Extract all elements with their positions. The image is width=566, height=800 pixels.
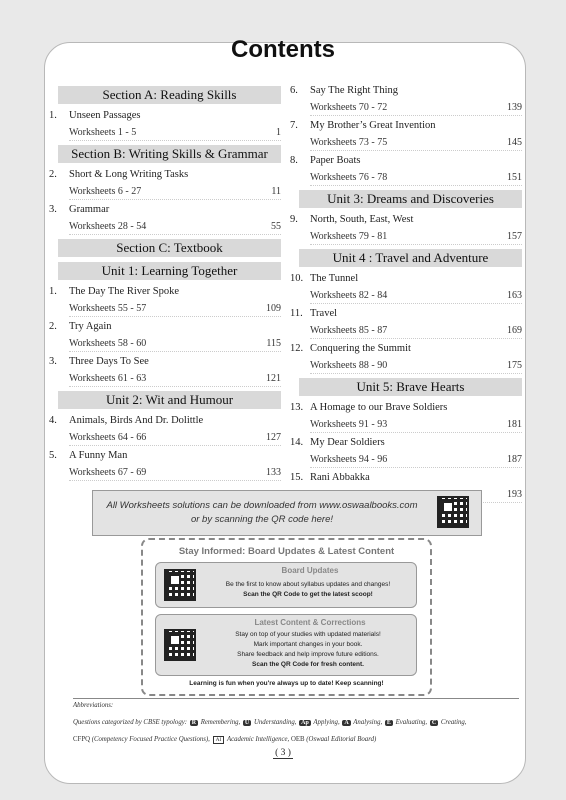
worksheet-range: Worksheets 85 - 87 xyxy=(310,325,388,336)
section-header: Unit 5: Brave Hearts xyxy=(299,378,522,396)
chapter-item[interactable] xyxy=(290,342,522,356)
worksheet-range: Worksheets 82 - 84 xyxy=(310,290,388,301)
chapter-number: 11. xyxy=(290,308,303,319)
typology-text: Understanding, xyxy=(253,719,297,726)
worksheet-range: Worksheets 61 - 63 xyxy=(69,373,147,384)
oeb-text: (Oswaal Editorial Board) xyxy=(306,736,377,743)
worksheet-range: Worksheets 91 - 93 xyxy=(310,419,388,430)
typology-text: Applying, xyxy=(313,719,340,726)
abbreviations-label: Abbreviations: xyxy=(73,702,114,709)
chapter-item[interactable] xyxy=(49,414,281,428)
ai-text: Academic Intelligence, xyxy=(226,736,290,743)
chapter-title: My Brother’s Great Invention xyxy=(310,120,436,131)
chapter-number: 2. xyxy=(49,169,57,180)
chapter-title: Try Again xyxy=(69,321,112,332)
worksheet-range: Worksheets 64 - 66 xyxy=(69,432,147,443)
worksheet-range: Worksheets 55 - 57 xyxy=(69,303,147,314)
typology-tag: R xyxy=(191,720,197,726)
worksheet-row[interactable] xyxy=(69,185,281,200)
typology-tag: U xyxy=(244,720,250,726)
worksheet-range: Worksheets 79 - 81 xyxy=(310,231,388,242)
chapter-item[interactable] xyxy=(49,168,281,182)
worksheet-page: 193 xyxy=(507,489,522,500)
worksheet-row[interactable] xyxy=(310,136,522,151)
worksheet-page: 11 xyxy=(271,186,281,197)
typology-label: Questions categorized by CBSE typology: xyxy=(73,719,188,726)
chapter-title: Short & Long Writing Tasks xyxy=(69,169,189,180)
worksheet-range: Worksheets 6 - 27 xyxy=(69,186,142,197)
abbreviations-divider xyxy=(73,698,519,699)
board-updates-box xyxy=(155,562,417,608)
worksheet-page: 145 xyxy=(507,137,522,148)
worksheet-page: 181 xyxy=(507,419,522,430)
typology-text: Remembering, xyxy=(200,719,241,726)
chapter-number: 6. xyxy=(290,85,298,96)
worksheet-row[interactable] xyxy=(310,289,522,304)
worksheet-page: 157 xyxy=(507,231,522,242)
chapter-number: 1. xyxy=(49,286,57,297)
section-header: Unit 2: Wit and Humour xyxy=(58,391,281,409)
typology-tag: C xyxy=(431,720,437,726)
worksheet-page: 55 xyxy=(271,221,281,232)
worksheet-row[interactable] xyxy=(310,324,522,339)
chapter-title: Paper Boats xyxy=(310,155,361,166)
worksheet-row[interactable] xyxy=(310,418,522,433)
chapter-item[interactable] xyxy=(290,84,522,98)
chapter-number: 1. xyxy=(49,110,57,121)
cfpq-abbr: CFPQ xyxy=(73,736,91,743)
latest-line-1: Stay on top of your studies with updated materials! xyxy=(235,631,381,638)
chapter-title: Animals, Birds And Dr. Dolittle xyxy=(69,415,204,426)
latest-content-box xyxy=(155,614,417,676)
board-updates-heading: Board Updates xyxy=(281,566,339,575)
chapter-number: 9. xyxy=(290,214,298,225)
worksheet-range: Worksheets 70 - 72 xyxy=(310,102,388,113)
chapter-item[interactable] xyxy=(290,401,522,415)
section-header: Section B: Writing Skills & Grammar xyxy=(58,145,281,163)
worksheet-page: 1 xyxy=(276,127,281,138)
chapter-title: My Dear Soldiers xyxy=(310,437,385,448)
chapter-item[interactable] xyxy=(290,471,522,485)
chapter-number: 5. xyxy=(49,450,57,461)
worksheet-page: 127 xyxy=(266,432,281,443)
worksheet-range: Worksheets 67 - 69 xyxy=(69,467,147,478)
chapter-number: 10. xyxy=(290,273,304,284)
latest-line-3: Share feedback and help improve future editions. xyxy=(237,651,379,658)
chapter-number: 8. xyxy=(290,155,298,166)
chapter-item[interactable] xyxy=(290,307,522,321)
worksheet-row[interactable] xyxy=(69,126,281,141)
worksheet-range: Worksheets 28 - 54 xyxy=(69,221,147,232)
chapter-number: 7. xyxy=(290,120,298,131)
chapter-item[interactable] xyxy=(290,436,522,450)
worksheet-row[interactable] xyxy=(310,359,522,374)
worksheet-range: Worksheets 73 - 75 xyxy=(310,137,388,148)
worksheet-range: Worksheets 76 - 78 xyxy=(310,172,388,183)
section-header: Section C: Textbook xyxy=(58,239,281,257)
typology-row xyxy=(73,719,519,726)
chapter-number: 15. xyxy=(290,472,304,483)
chapter-title: The Tunnel xyxy=(310,273,359,284)
section-header: Unit 3: Dreams and Discoveries xyxy=(299,190,522,208)
other-abbreviations-row xyxy=(73,736,519,744)
contents-right-column xyxy=(290,82,522,506)
board-updates-line-1: Be the first to know about syllabus updates and changes! xyxy=(225,581,391,588)
worksheet-range: Worksheets 1 - 5 xyxy=(69,127,137,138)
worksheet-page: 121 xyxy=(266,373,281,384)
worksheet-range: Worksheets 58 - 60 xyxy=(69,338,147,349)
oeb-abbr: OEB xyxy=(290,736,305,743)
worksheet-range: Worksheets 88 - 90 xyxy=(310,360,388,371)
worksheet-page: 187 xyxy=(507,454,522,465)
chapter-title: Unseen Passages xyxy=(69,110,141,121)
typology-tag: A xyxy=(344,720,349,726)
worksheet-page: 169 xyxy=(507,325,522,336)
worksheet-row[interactable] xyxy=(69,302,281,317)
latest-content-heading: Latest Content & Corrections xyxy=(254,618,366,627)
chapter-title: Three Days To See xyxy=(69,356,149,367)
typology-tag: E xyxy=(386,720,391,726)
chapter-number: 13. xyxy=(290,402,304,413)
typology-text: Evaluating, xyxy=(395,719,428,726)
chapter-title: Conquering the Summit xyxy=(310,343,411,354)
solutions-banner xyxy=(92,490,482,536)
chapter-title: North, South, East, West xyxy=(310,214,414,225)
typology-text: Analysing, xyxy=(353,719,383,726)
chapter-title: Grammar xyxy=(69,204,110,215)
latest-line-2: Mark important changes in your book. xyxy=(253,641,363,648)
chapter-item[interactable] xyxy=(49,285,281,299)
worksheet-page: 139 xyxy=(507,102,522,113)
cfpq-text: (Competency Focused Practice Questions), xyxy=(91,736,210,743)
chapter-number: 3. xyxy=(49,204,57,215)
chapter-item[interactable] xyxy=(49,203,281,217)
chapter-title: A Funny Man xyxy=(69,450,128,461)
chapter-item[interactable] xyxy=(49,320,281,334)
worksheet-page: 163 xyxy=(507,290,522,301)
contents-left-column xyxy=(49,82,281,484)
chapter-title: Travel xyxy=(310,308,338,319)
ai-tag: AI xyxy=(213,736,225,744)
worksheet-row[interactable] xyxy=(310,101,522,116)
worksheet-row[interactable] xyxy=(310,453,522,468)
worksheet-page: 133 xyxy=(266,467,281,478)
stay-informed-box xyxy=(141,538,432,696)
worksheet-row[interactable] xyxy=(310,171,522,186)
chapter-title: A Homage to our Brave Soldiers xyxy=(310,402,448,413)
chapter-number: 4. xyxy=(49,415,57,426)
stay-informed-heading: Stay Informed: Board Updates & Latest Content xyxy=(178,546,395,557)
section-header: Unit 4 : Travel and Adventure xyxy=(299,249,522,267)
latest-line-4: Scan the QR Code for fresh content. xyxy=(252,661,364,668)
typology-text: Creating, xyxy=(440,719,467,726)
chapter-item[interactable] xyxy=(49,449,281,463)
latest-qr-code-icon[interactable] xyxy=(164,629,196,661)
abbreviations xyxy=(73,698,519,744)
worksheet-row[interactable] xyxy=(310,230,522,245)
chapter-number: 3. xyxy=(49,356,57,367)
worksheet-range: Worksheets 94 - 96 xyxy=(310,454,388,465)
chapter-title: Rani Abbakka xyxy=(310,472,370,483)
worksheet-row[interactable] xyxy=(69,337,281,352)
chapter-title: Say The Right Thing xyxy=(310,85,398,96)
board-qr-code-icon[interactable] xyxy=(164,569,196,601)
worksheet-row[interactable] xyxy=(69,431,281,446)
section-header: Section A: Reading Skills xyxy=(58,86,281,104)
section-header: Unit 1: Learning Together xyxy=(58,262,281,280)
banner-line-2: or by scanning the QR code here! xyxy=(190,514,334,525)
page-title: Contents xyxy=(231,36,335,63)
board-updates-line-2: Scan the QR Code to get the latest scoop! xyxy=(243,591,373,598)
worksheet-page: 175 xyxy=(507,360,522,371)
chapter-item[interactable] xyxy=(290,119,522,133)
chapter-item[interactable] xyxy=(49,109,281,123)
qr-code-icon[interactable] xyxy=(437,496,469,528)
chapter-item[interactable] xyxy=(290,272,522,286)
banner-line-1: All Worksheets solutions can be downloaded from www.oswaalbooks.com xyxy=(106,500,418,511)
page-number: ( 3 ) xyxy=(275,748,291,758)
worksheet-page: 115 xyxy=(266,338,281,349)
stay-footer: Learning is fun when you're always up to date! Keep scanning! xyxy=(189,680,384,687)
worksheet-row[interactable] xyxy=(69,372,281,387)
chapter-item[interactable] xyxy=(49,355,281,369)
chapter-number: 14. xyxy=(290,437,304,448)
worksheet-row[interactable] xyxy=(69,466,281,481)
chapter-item[interactable] xyxy=(290,213,522,227)
worksheet-page: 109 xyxy=(266,303,281,314)
worksheet-page: 151 xyxy=(507,172,522,183)
chapter-item[interactable] xyxy=(290,154,522,168)
chapter-number: 12. xyxy=(290,343,304,354)
worksheet-row[interactable] xyxy=(69,220,281,235)
chapter-number: 2. xyxy=(49,321,57,332)
typology-tag: Ap xyxy=(301,720,309,726)
chapter-title: The Day The River Spoke xyxy=(69,286,180,297)
